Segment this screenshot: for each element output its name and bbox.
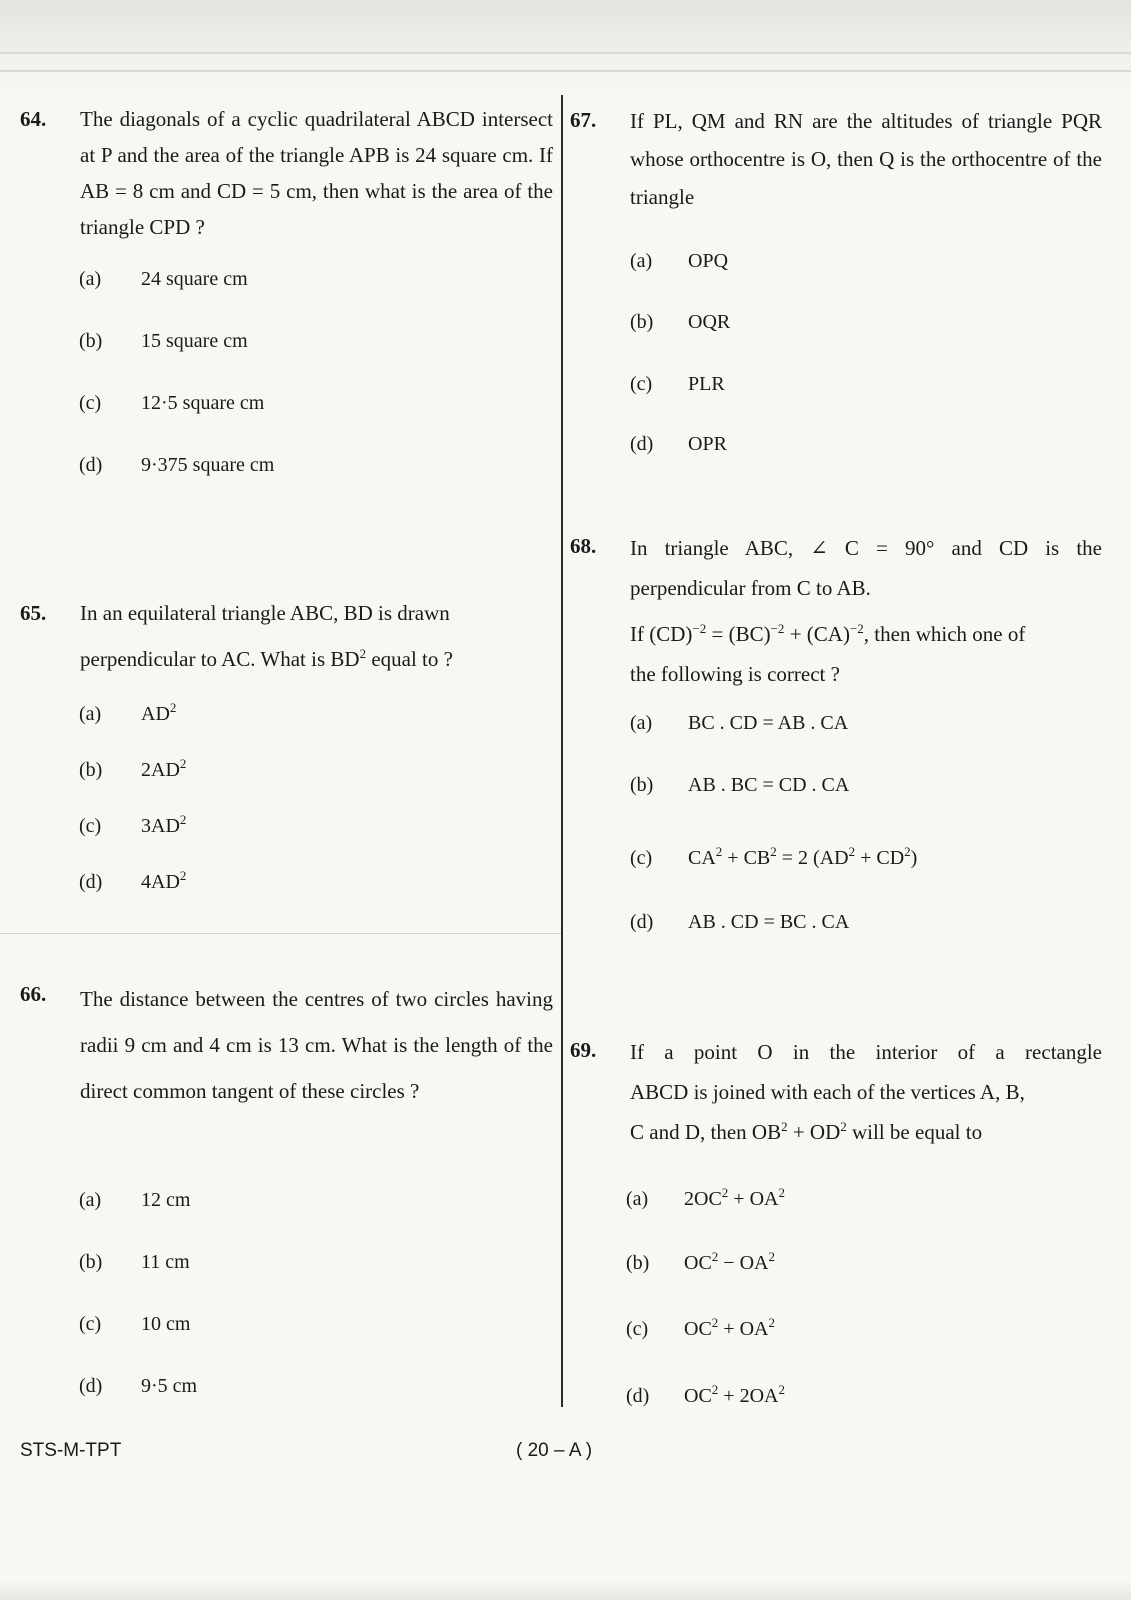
math-text: ) xyxy=(910,847,918,869)
option-label: (b) xyxy=(79,330,103,352)
option-value: BC . CD = AB . CA xyxy=(688,712,849,734)
option-label: (a) xyxy=(79,268,102,290)
scan-line xyxy=(0,70,1131,72)
option-label: (d) xyxy=(630,433,654,455)
question-number: 66. xyxy=(20,982,47,1006)
option-label: (c) xyxy=(79,815,102,837)
scan-line xyxy=(0,52,1131,54)
scan-top-band xyxy=(0,0,1131,90)
option-value: 24 square cm xyxy=(141,268,248,290)
option-label: (a) xyxy=(626,1188,649,1210)
option-label: (a) xyxy=(79,1189,102,1211)
option-base: AD xyxy=(141,703,170,725)
superscript: 2 xyxy=(179,756,187,771)
option-value: OPQ xyxy=(688,250,729,272)
superscript: 2 xyxy=(711,1249,719,1264)
option-value xyxy=(684,1249,775,1275)
option-label: (b) xyxy=(79,759,103,781)
option-value xyxy=(141,700,177,726)
option-label: (c) xyxy=(630,847,653,869)
superscript: 2 xyxy=(711,1382,719,1397)
option-label: (b) xyxy=(79,1251,103,1273)
option-label: (a) xyxy=(630,712,653,734)
question-number: 69. xyxy=(570,1038,597,1062)
question-number: 67. xyxy=(570,108,597,132)
superscript: 2 xyxy=(359,646,367,661)
superscript: 2 xyxy=(768,1315,775,1330)
superscript: −2 xyxy=(770,621,785,636)
question-text xyxy=(80,590,553,682)
option-label: (b) xyxy=(626,1252,650,1274)
superscript: 2 xyxy=(169,700,177,715)
column-divider xyxy=(561,95,563,1407)
option-label: (c) xyxy=(79,392,102,414)
superscript: 2 xyxy=(721,1185,729,1200)
math-text: , then which one of xyxy=(863,622,1026,646)
option-value: AB . CD = BC . CA xyxy=(688,911,850,933)
option-label: (d) xyxy=(630,911,654,933)
superscript: 2 xyxy=(840,1119,847,1134)
option-value xyxy=(684,1185,785,1211)
option-label: (c) xyxy=(626,1318,649,1340)
math-text: OC xyxy=(684,1318,712,1340)
option-value: 12 cm xyxy=(141,1189,191,1211)
superscript: 2 xyxy=(904,844,911,859)
question-text xyxy=(630,528,1102,694)
question-text-line: ABCD is joined with each of the vertices A, B, xyxy=(630,1080,1025,1104)
option-base: 3AD xyxy=(141,815,180,837)
option-label: (a) xyxy=(630,250,653,272)
math-text: OC xyxy=(684,1252,712,1274)
superscript: 2 xyxy=(848,844,856,859)
superscript: 2 xyxy=(179,812,187,827)
question-number: 64. xyxy=(20,107,47,131)
horizontal-rule xyxy=(0,933,561,934)
question-text-line: If a point O in the interior of a rectangle xyxy=(630,1040,1102,1064)
question-number: 68. xyxy=(570,534,597,558)
option-value: 11 cm xyxy=(141,1251,190,1273)
math-text: − OA xyxy=(718,1252,769,1274)
math-text: CA xyxy=(688,847,716,869)
superscript: 2 xyxy=(768,1249,775,1264)
option-label: (b) xyxy=(630,774,654,796)
question-text xyxy=(630,1032,1102,1152)
superscript: 2 xyxy=(781,1119,788,1134)
paper-code: STS-M-TPT xyxy=(20,1440,122,1461)
superscript: 2 xyxy=(711,1315,719,1330)
scan-bottom-band xyxy=(0,1580,1131,1600)
option-label: (b) xyxy=(630,311,654,333)
math-text: + OA xyxy=(728,1188,779,1210)
option-label: (d) xyxy=(79,454,103,476)
option-label: (d) xyxy=(79,871,103,893)
option-label: (d) xyxy=(79,1375,103,1397)
option-value xyxy=(688,844,918,870)
option-label: (a) xyxy=(79,703,102,725)
option-label: (c) xyxy=(79,1313,102,1335)
option-value: AB . BC = CD . CA xyxy=(688,774,850,796)
option-value: 9·375 square cm xyxy=(141,454,275,476)
math-text: + CB xyxy=(722,847,771,869)
question-text-line xyxy=(630,1112,1102,1152)
superscript: 2 xyxy=(778,1382,785,1397)
math-text: + OD xyxy=(787,1120,841,1144)
math-text: OC xyxy=(684,1385,712,1407)
math-text: 2OC xyxy=(684,1188,722,1210)
math-text: + OA xyxy=(718,1318,769,1340)
option-base: 4AD xyxy=(141,871,180,893)
superscript: 2 xyxy=(778,1185,785,1200)
option-value xyxy=(684,1315,775,1341)
option-value: 10 cm xyxy=(141,1313,191,1335)
option-value: OQR xyxy=(688,311,731,333)
option-value xyxy=(141,756,187,782)
option-value xyxy=(141,868,187,894)
superscript: 2 xyxy=(715,844,723,859)
question-text-line: equal to ? xyxy=(366,647,453,671)
option-value: 12·5 square cm xyxy=(141,392,265,414)
question-text: The distance between the centres of two circles having radii 9 cm and 4 cm is 13 cm. What is the length of the direct common tangent of these circles ? xyxy=(80,987,553,1103)
question-text-line: the following is correct ? xyxy=(630,662,840,686)
math-text: = 2 (AD xyxy=(776,847,849,869)
math-text: If (CD) xyxy=(630,622,693,646)
option-value: 15 square cm xyxy=(141,330,248,352)
math-text: + 2OA xyxy=(718,1385,779,1407)
option-value: OPR xyxy=(688,433,727,455)
option-label: (d) xyxy=(626,1385,650,1407)
superscript: −2 xyxy=(849,621,864,636)
math-text: will be equal to xyxy=(846,1120,983,1144)
page-number: ( 20 – A ) xyxy=(516,1440,593,1461)
question-number: 65. xyxy=(20,601,47,625)
question-text-line: In triangle ABC, ∠ C = 90° and CD is the xyxy=(630,536,1102,560)
option-value xyxy=(684,1382,785,1408)
math-text: + (CA) xyxy=(784,622,850,646)
condition-line xyxy=(630,614,1102,654)
superscript: 2 xyxy=(179,868,187,883)
option-value xyxy=(141,812,187,838)
math-text: = (BC) xyxy=(706,622,771,646)
math-text: C and D, then OB xyxy=(630,1120,782,1144)
question-text-line: perpendicular to AC. What is BD xyxy=(80,647,360,671)
option-value: 9·5 cm xyxy=(141,1375,198,1397)
question-text: The diagonals of a cyclic quadrilateral ABCD intersect at P and the area of the triangle APB is 24 square cm. If AB = 8 cm and CD = 5 cm, then what is the area of the triangle CPD ? xyxy=(80,107,553,239)
question-text: If PL, QM and RN are the altitudes of triangle PQR whose orthocentre is O, then Q is the orthocentre of the triangle xyxy=(630,109,1102,209)
option-value: PLR xyxy=(688,373,725,395)
question-text-line: perpendicular from C to AB. xyxy=(630,576,871,600)
option-label: (c) xyxy=(630,373,653,395)
option-base: 2AD xyxy=(141,759,180,781)
question-text-line: In an equilateral triangle ABC, BD is drawn xyxy=(80,601,450,625)
math-text: + CD xyxy=(855,847,905,869)
superscript: 2 xyxy=(770,844,777,859)
superscript: −2 xyxy=(692,621,707,636)
